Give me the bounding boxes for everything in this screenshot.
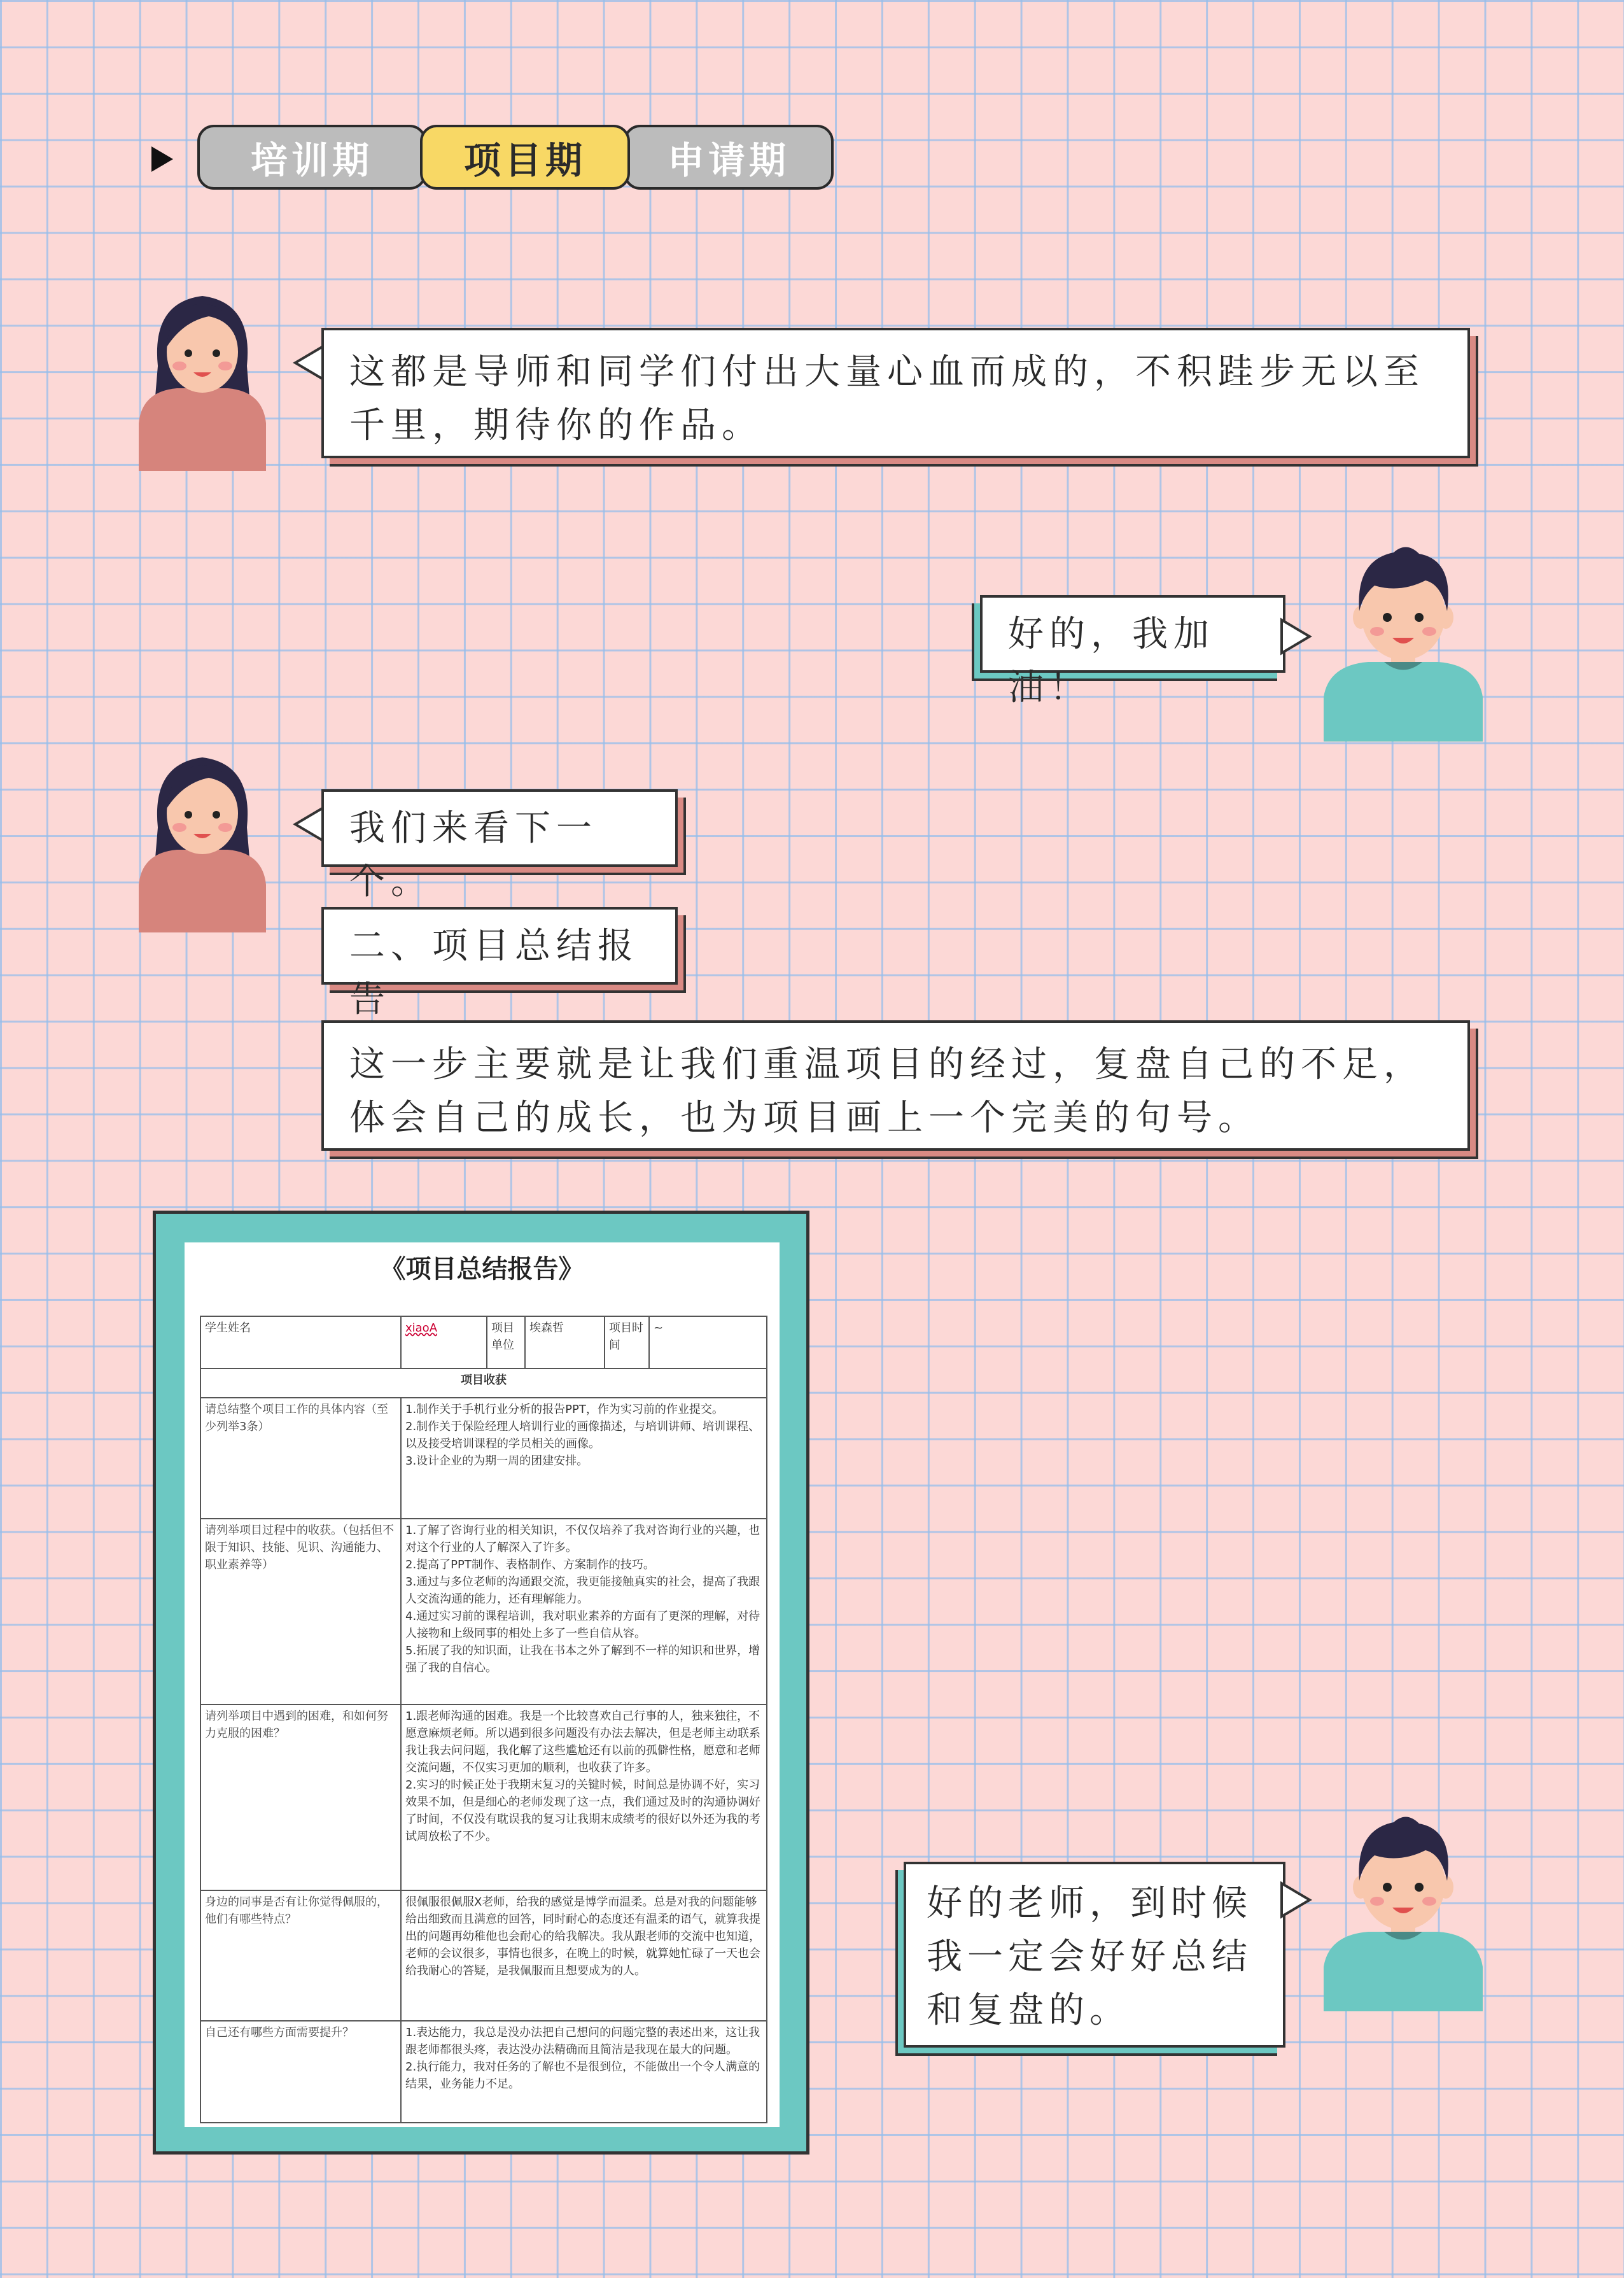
question-cell: 身边的同事是否有让你觉得佩服的，他们有哪些特点？: [200, 1890, 401, 2021]
section-title: 项目收获: [200, 1368, 767, 1398]
table-row: [200, 1519, 767, 1705]
student-message-bubble: 好的老师，到时候我一定会好好总结和复盘的。: [904, 1862, 1285, 2048]
teacher-message-bubble: 我们来看下一个。: [321, 789, 678, 867]
report-title: 《项目总结报告》: [380, 1255, 584, 1284]
student-avatar-icon: [1324, 535, 1483, 742]
section-heading-bubble: 二、项目总结报告: [321, 907, 678, 985]
tab-training[interactable]: 培训期: [197, 125, 426, 190]
answer-cell: 1.了解了咨询行业的相关知识，不仅仅培养了我对咨询行业的兴趣，也对这个行业的人了解深入了许多。 2.提高了PPT制作、表格制作、方案制作的技巧。 3.通过与多位老师的沟通跟交流，我更能接触真实的社会，提高了我跟人交流沟通的能力，还有理解能力。 4.通过实习前的课程培训，我对职业素养的方面有了更深的理解，对待人接物和上级同事的相处上多了一些自信从容。 5.拓展了我的知识面，让我在书本之外了解到不一样的知识和世界，增强了我的自信心。: [401, 1519, 767, 1705]
question-cell: 请列举项目中遇到的困难，和如何努力克服的困难？: [200, 1705, 401, 1890]
time-value: ~: [649, 1316, 767, 1368]
student-name-label: 学生姓名: [200, 1316, 401, 1368]
question-cell: 自己还有哪些方面需要提升？: [200, 2021, 401, 2123]
student-name-value: xiaoA: [401, 1316, 487, 1368]
table-row: [200, 1705, 767, 1890]
bubble-tail-icon: [293, 344, 325, 382]
table-row: [200, 1890, 767, 2021]
answer-cell: 1.制作关于手机行业分析的报告PPT，作为实习前的作业提交。 2.制作关于保险经理人培训行业的画像描述，与培训讲师、培训课程、以及接受培训课程的学员相关的画像。 3.设计企业的为期一周的团建安排。: [401, 1398, 767, 1519]
teacher-message-bubble: 这都是导师和同学们付出大量心血而成的，不积跬步无以至千里，期待你的作品。: [321, 328, 1470, 458]
table-row: [200, 1398, 767, 1519]
student-message-bubble: 好的，我加油！: [980, 595, 1285, 673]
answer-cell: 1.跟老师沟通的困难。我是一个比较喜欢自己行事的人，独来独往，不愿意麻烦老师。所以遇到很多问题没有办法去解决，但是老师主动联系我让我去问问题，我化解了这些尴尬还有以前的孤僻性格，愿意和老师交流问题，不仅实习更加的顺利，也收获了许多。 2.实习的时候正处于我期末复习的关键时候，时间总是协调不好，实习效果不加，但是细心的老师发现了这一点，我们通过及时的沟通协调好了时间，不仅没有耽误我的复习让我期末成绩考的很好以外还为我的考试周放松了不少。: [401, 1705, 767, 1890]
answer-cell: 很佩服很佩服X老师，给我的感觉是博学而温柔。总是对我的问题能够给出细致而且满意的回答，同时耐心的态度还有温柔的语气，就算我提出的问题再幼稚他也会耐心的给我解决。我从跟老师的交流中也知道，老师的会议很多，事情也很多，在晚上的时候，就算她忙碌了一天也会给我耐心的答疑，是我佩服而且想要成为的人。: [401, 1890, 767, 2021]
answer-cell: 1.表达能力，我总是没办法把自己想问的问题完整的表述出来，这让我跟老师都很头疼，表达没办法精确而且简洁是我现在最大的问题。 2.执行能力，我对任务的了解也不是很到位，不能做出一个令人满意的结果，业务能力不足。: [401, 2021, 767, 2123]
table-row: [200, 2021, 767, 2123]
report-header-row: [200, 1316, 767, 1368]
report-table: [200, 1316, 767, 2123]
report-section-row: [200, 1368, 767, 1398]
teacher-avatar-icon: [139, 738, 266, 932]
teacher-message-bubble: 这一步主要就是让我们重温项目的经过，复盘自己的不足，体会自己的成长，也为项目画上一个完美的句号。: [321, 1020, 1470, 1151]
play-arrow-icon: [151, 146, 173, 172]
unit-value: 埃森哲: [525, 1316, 605, 1368]
bubble-tail-icon: [293, 805, 325, 843]
question-cell: 请总结整个项目工作的具体内容（至少列举3条）: [200, 1398, 401, 1519]
student-avatar-icon: [1324, 1804, 1483, 2011]
time-label: 项目时间: [605, 1316, 649, 1368]
question-cell: 请列举项目过程中的收获。（包括但不限于知识、技能、见识、沟通能力、职业素养等）: [200, 1519, 401, 1705]
teacher-avatar-icon: [139, 277, 266, 471]
bubble-tail-icon: [1280, 617, 1312, 656]
report-document: [185, 1242, 780, 2127]
bubble-tail-icon: [1280, 1881, 1312, 1919]
tab-application[interactable]: 申请期: [624, 125, 834, 190]
tab-project[interactable]: 项目期: [420, 125, 630, 190]
unit-label: 项目单位: [487, 1316, 525, 1368]
